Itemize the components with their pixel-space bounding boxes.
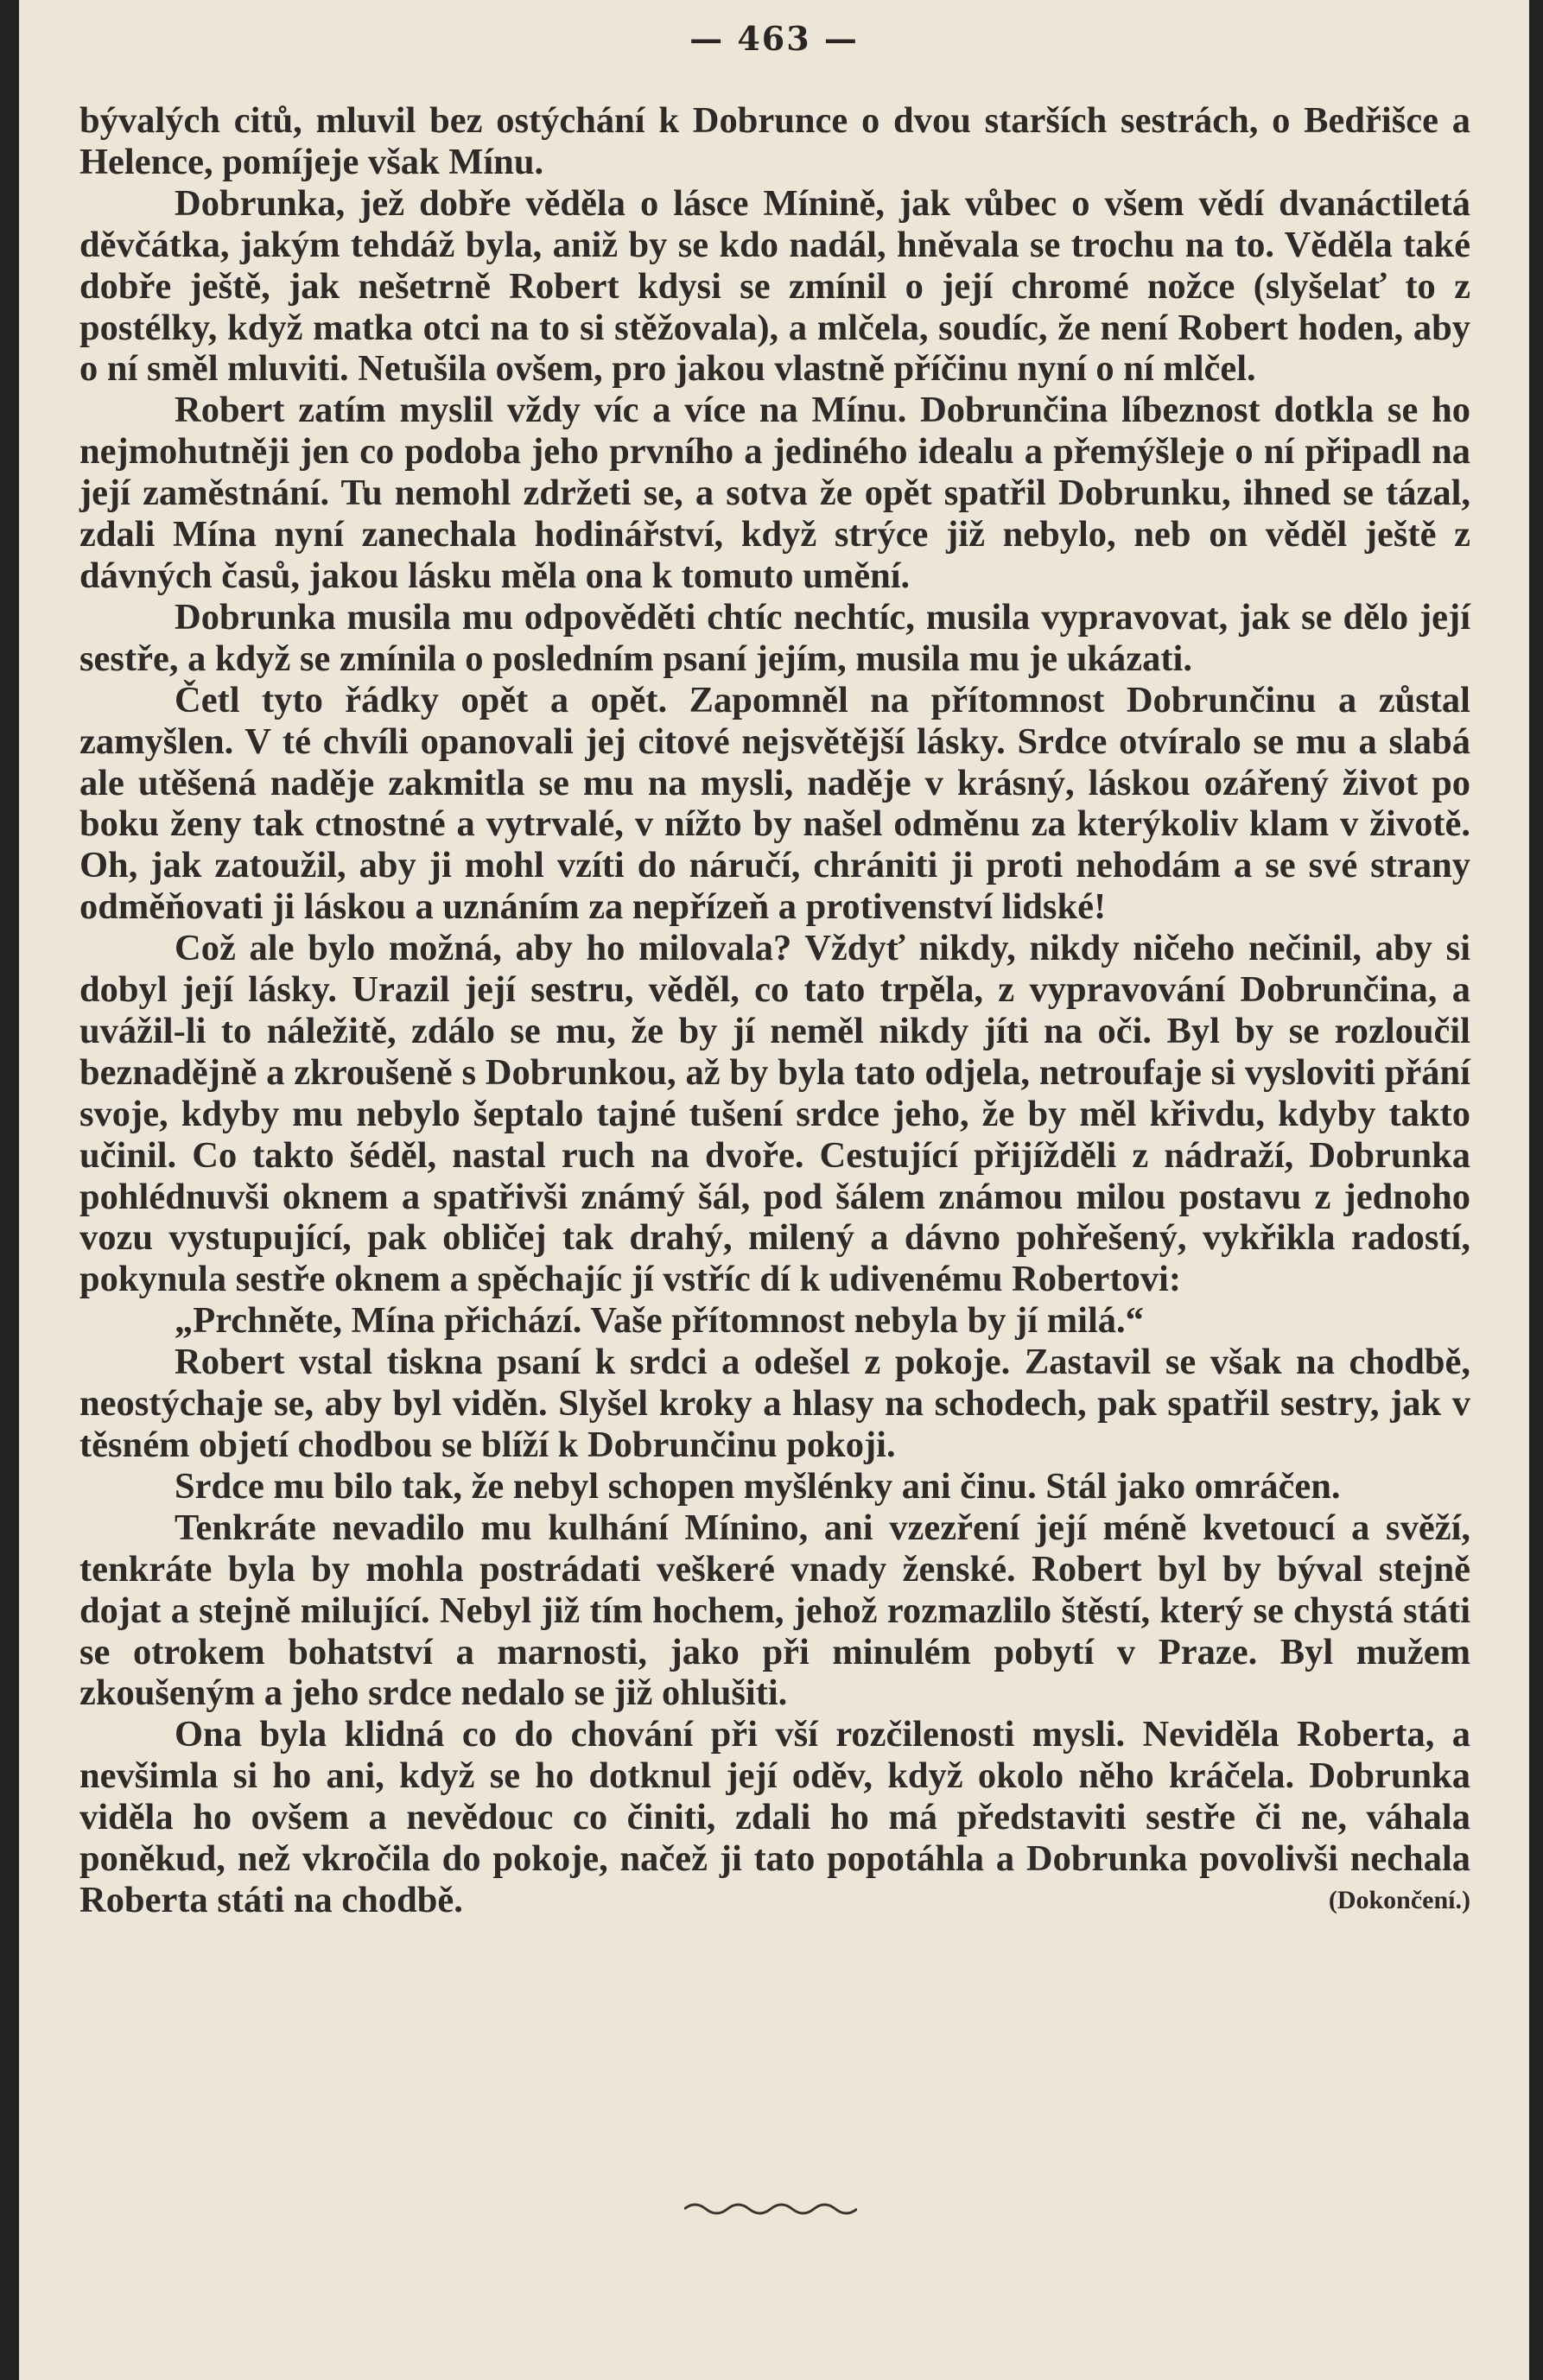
page-number: — 463 —: [689, 19, 859, 58]
paragraph-4: Dobrunka musila mu odpověděti chtíc nechtíc, musila vypravovat, jak se dělo její sestře, a když se zmínila o posledním psaní jejím, musila mu je ukázati.: [79, 596, 1470, 679]
continued-note: (Dokončení.): [1328, 1885, 1470, 1914]
paragraph-10: Tenkráte nevadilo mu kulhání Mínino, ani vzezření její méně kvetoucí a svěží, tenkráte byla by mohla postrádati veškeré vnady ženské. Robert byl by býval stejně dojat a stejně milující. Nebyl již tím hochem, jehož rozmazlilo štěstí, který se chystá státi se otrokem bohatství a marnosti, jako při minulém pobytí v Praze. Byl mužem zkoušeným a jeho srdce nedalo se již ohlušiti.: [79, 1507, 1470, 1714]
paragraph-6: Což ale bylo možná, aby ho milovala? Vždyť nikdy, nikdy ničeho nečinil, aby si dobyl její lásky. Urazil její sestru, věděl, co tato trpěla, z vypravování Dobrunčina, a uvážil-li to náležitě, zdálo se mu, že by jí neměl nikdy jíti na oči. Byl by se rozloučil beznadějně a zkroušeně s Dobrunkou, až by byla tato odjela, netroufaje si vysloviti přání svoje, kdyby mu nebylo šeptalo tajné tušení srdce jeho, že by měl křivdu, kdyby takto učinil. Co takto šéděl, nastal ruch na dvoře. Cestující přijížděli z nádraží, Dobrunka pohlédnuvši oknem a spatřivši známý šál, pod šálem známou milou postavu z jednoho vozu vystupující, pak obličej tak drahý, milený a dávno pohřešený, vykřikla radostí, pokynula sestře oknem a spěchajíc jí vstříc dí k udivenému Robertovi:: [79, 928, 1470, 1300]
paragraph-3: Robert zatím myslil vždy víc a více na Mínu. Dobrunčina líbeznost dotkla se ho nejmohutněji jen co podoba jeho prvního a jediného idealu a přemýšleje o ní připadl na její zaměstnání. Tu nemohl zdržeti se, a sotva že opět spatřil Dobrunku, ihned se tázal, zdali Mína nyní zanechala hodinářství, když strýce již nebylo, neb on věděl ještě z dávných časů, jakou lásku měla ona k tomuto umění.: [79, 390, 1470, 596]
last-paragraph-wrapper: [79, 1714, 1470, 1921]
paragraph-2: Dobrunka, jež dobře věděla o lásce Mínině, jak vůbec o všem vědí dvanáctiletá děvčátka, jakým tehdáž byla, aniž by se kdo nadál, hněvala se trochu na to. Věděla také dobře ještě, jak nešetrně Robert kdysi se zmínil o její chromé nožce (slyšelať to z postélky, když matka otci na to si stěžovala), a mlčela, soudíc, že není Robert hoden, aby o ní směl mluviti. Netušila ovšem, pro jakou vlastně příčinu nyní o ní mlčel.: [79, 182, 1470, 390]
paragraph-8: Robert vstal tiskna psaní k srdci a odešel z pokoje. Zastavil se však na chodbě, neostýchaje se, aby byl viděn. Slyšel kroky a hlasy na schodech, pak spatřil sestry, jak v těsném objetí chodbou se blíží k Dobrunčinu pokoji.: [79, 1342, 1470, 1465]
paragraph-11: Ona byla klidná co do chování při vší rozčilenosti mysli. Neviděla Roberta, a nevšimla si ho ani, když se ho dotknul její oděv, když okolo něho kráčela. Dobrunka viděla ho ovšem a nevědouc co činiti, zdali ho má představiti sestře či ne, váhala poněkud, než vkročila do pokoje, načež ji tato popotáhla a Dobrunka povolivši nechala Roberta státi na chodbě.: [79, 1714, 1470, 1920]
paragraph-5: Četl tyto řádky opět a opět. Zapomněl na přítomnost Dobrunčinu a zůstal zamyšlen. V té chvíli opanovali jej citové nejsvětější lásky. Srdce otvíralo se mu a slabá ale utěšená naděje zakmitla se mu na mysli, naděje v krásný, láskou ozářený život po boku ženy tak ctnostné a vytrvalé, v nížto by našel odměnu za kterýkoliv klam v životě. Oh, jak zatoužil, aby ji mohl vzíti do náručí, chrániti ji proti nehodám a se své strany odměňovati ji láskou a uznáním za nepřízeň a protivenství lidské!: [79, 679, 1470, 928]
body-text: [79, 100, 1470, 1921]
book-page: [19, 0, 1529, 2380]
paragraph-1: bývalých citů, mluvil bez ostýchání k Dobruncе o dvou starších sestrách, o Bedřišce a Helence, pomíjeje však Mínu.: [79, 100, 1470, 182]
flourish-ornament: [684, 2199, 857, 2219]
paragraph-9: Srdce mu bilo tak, že nebyl schopen myšlénky ani činu. Stál jako omráčen.: [175, 1465, 1341, 1507]
paragraph-7: „Prchněte, Mína přichází. Vaše přítomnost nebyla by jí milá.“: [175, 1300, 1144, 1342]
